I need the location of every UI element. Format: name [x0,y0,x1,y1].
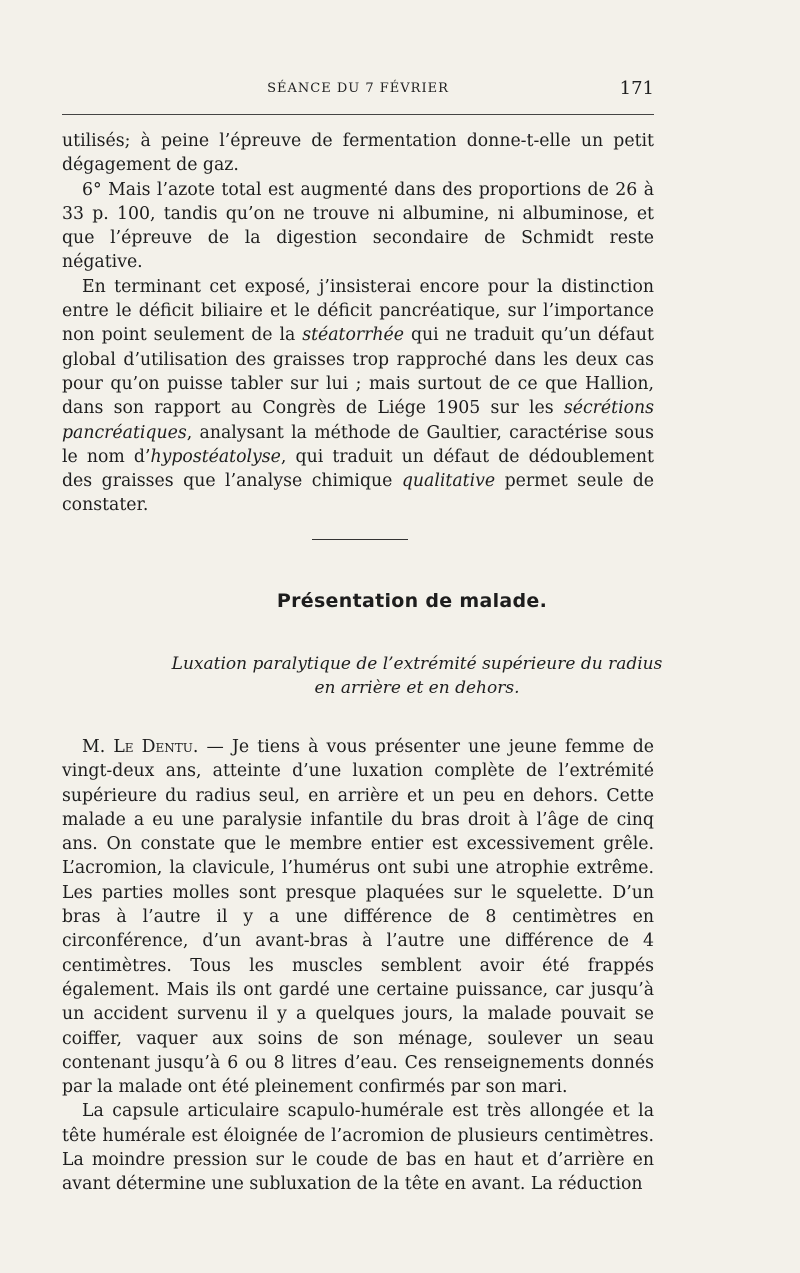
running-title: SÉANCE DU 7 FÉVRIER [267,81,449,96]
section-title: Présentation de malade. [276,590,548,612]
case-text [62,735,654,1197]
paragraph: utilisés; à peine l’épreuve de fermentation donne-t-elle un petit dégagement de gaz. [62,131,654,176]
emphasis: hypostéatolyse [150,446,281,467]
intro-text [62,129,654,518]
emphasis: stéatorrhée [302,325,405,346]
subtitle-line: en arrière et en dehors. [314,678,520,698]
paragraph: M. Le Dentu. — Je tiens à vous présenter une jeune femme de vingt-deux ans, atteinte d’une luxation complète de l’extrémité supérieure du radius seul, en arrière et un peu en dehors. Cette malade a eu une paralysie infantile du bras droit à l’âge de cinq ans. On constate que le membre entier est excessivement grêle. L’acromion, la clavicule, l’humérus ont subi une atrophie extrême. Les parties molles sont presque plaquées sur le squelette. D’un bras à l’autre il y a une différence de 8 centimètres en circonférence, d’un avant-bras à l’autre une différence de 4 centimètres. Tous les muscles semblent avoir été frappés également. Mais ils ont gardé une certaine puissance, car jusqu’à un accident survenu il y a quelques jours, la malade pouvait se coiffer, vaquer aux soins de son ménage, soulever un seau contenant jusqu’à 6 ou 8 litres d’eau. Ces renseignements donnés par la malade ont été pleinement confirmés par son mari. [62,737,655,1098]
emphasis: qualitative [401,471,496,492]
section-subtitle [62,652,772,700]
page-number: 171 [619,78,654,99]
paragraph: La capsule articulaire scapulo-humérale est très allongée et la tête humérale est éloignée de l’acromion de plusieurs centimètres. La moindre pression sur le coude de bas en haut et d’arrière en avant détermine une subluxation de la tête en avant. La réduction [62,1101,654,1195]
header-rule [62,114,654,115]
paragraph: 6° Mais l’azote total est augmenté dans des proportions de 26 à 33 p. 100, tandis qu’on ne trouve ni albumine, ni albuminose, et que l’épreuve de la digestion secondaire de Schmidt reste négative. [62,179,654,273]
paragraph: En terminant cet exposé, j’insisterai encore pour la distinction entre le déficit biliaire et le déficit pancréatique, sur l’importance non point seulement de la stéatorrhée qui ne traduit qu’un défaut global d’utilisation des graisses trop rapproché dans les deux cas pour qu’on puisse tabler sur lui ; mais surtout de ce que Hallion, dans son rapport au Congrès de Liége 1905 sur les sécrétions pancréatiques, analysant la méthode de Gaultier, caractérise sous le nom d’hypostéatolyse, qui traduit un défaut de dédoublement des graisses que l’analyse chimique qualitative permet seule de constater. [62,276,654,516]
speaker-name: M. Le Dentu. [82,737,199,757]
section-separator [312,539,408,540]
running-head [62,78,654,102]
subtitle-line: Luxation paralytique de l’extrémité supérieure du radius [171,654,663,674]
emphasis: sécrétions pancréatiques [62,398,654,443]
